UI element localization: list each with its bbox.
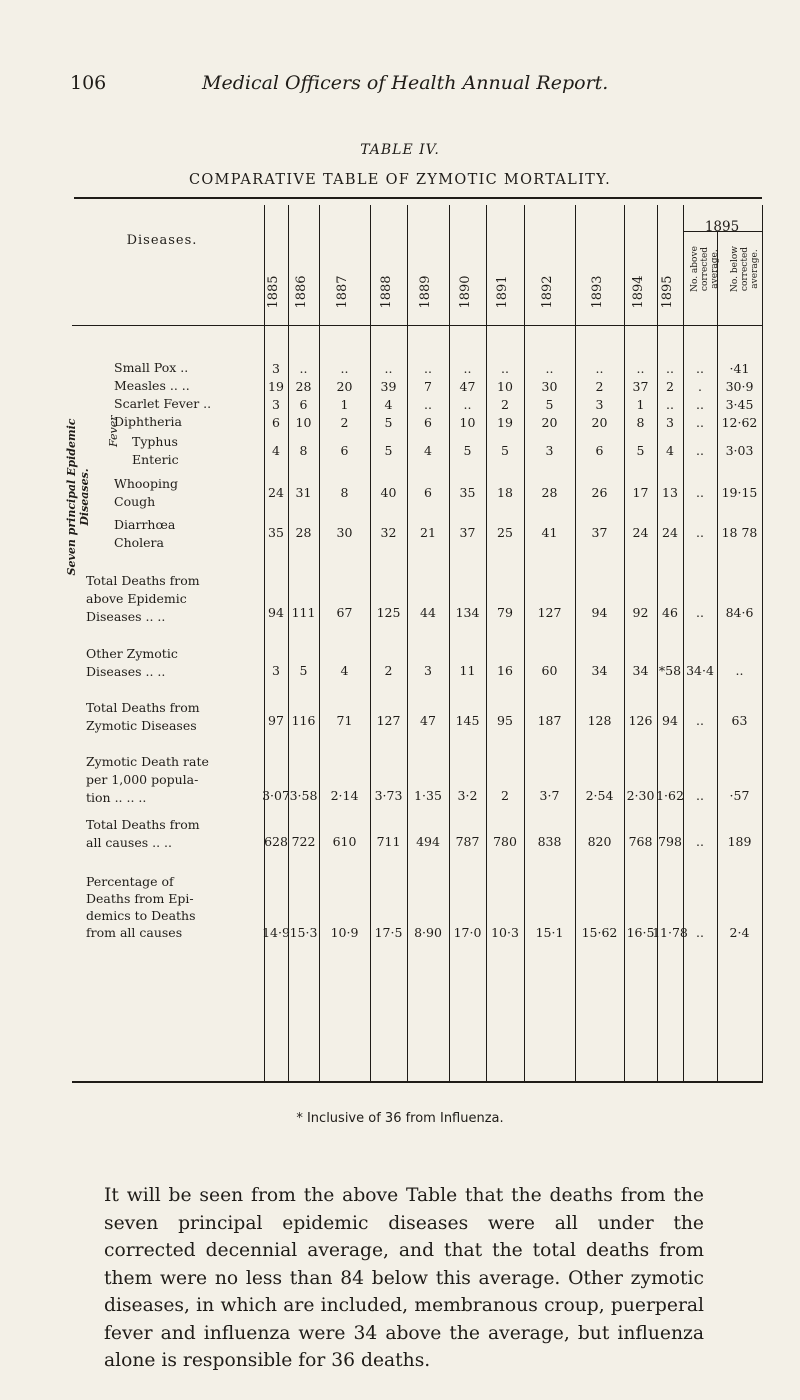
table-cell: 35 — [268, 525, 284, 540]
table-top-rule — [74, 197, 762, 199]
side-label: Seven principal Epidemic Diseases. — [65, 418, 91, 576]
table-cell: .. — [696, 925, 704, 940]
column-rule — [575, 205, 576, 1083]
table-cell: 2 — [666, 379, 674, 394]
table-cell: 2 — [384, 663, 393, 678]
row-label: Zymotic Death rate per 1,000 popula- tion .. .. .. — [86, 754, 209, 805]
column-rule — [288, 205, 289, 1083]
year-header-1888: 1888 — [378, 275, 394, 309]
table-cell: 125 — [376, 605, 401, 620]
table-cell: 60 — [541, 663, 558, 678]
table-cell: 30·9 — [725, 379, 754, 394]
column-rule — [486, 205, 487, 1083]
table-cell: 10 — [295, 415, 312, 430]
mortality-table — [65, 197, 762, 1083]
table-cell: 92 — [632, 605, 649, 620]
table-cell: 1 — [636, 397, 645, 412]
table-cell: .. — [340, 361, 349, 376]
table-cell: .. — [595, 361, 604, 376]
table-cell: 19 — [497, 415, 513, 430]
table-cell: 3·2 — [457, 788, 478, 803]
row-label: Small Pox .. — [114, 360, 189, 375]
table-cell: 37 — [459, 525, 476, 540]
table-cell: 30 — [541, 379, 558, 394]
table-cell: 95 — [497, 713, 513, 728]
table-cell: 128 — [587, 713, 612, 728]
column-rule — [657, 205, 658, 1083]
table-cell: 5 — [299, 663, 308, 678]
table-caption: TABLE IV. — [360, 142, 440, 158]
table-cell: 610 — [332, 834, 357, 849]
table-cell: 3 — [595, 397, 604, 412]
table-cell: 11 — [459, 663, 476, 678]
table-cell: 127 — [376, 713, 401, 728]
table-cell: 41 — [541, 525, 558, 540]
table-cell: 28 — [541, 485, 558, 500]
table-cell: .. — [696, 397, 704, 412]
table-cell: 3·58 — [289, 788, 318, 803]
table-cell: .. — [545, 361, 554, 376]
row-label: Percentage of Deaths from Epi- demics to Deaths from all causes — [86, 874, 196, 940]
year-header-1887: 1887 — [334, 275, 350, 309]
table-cell: 798 — [658, 834, 682, 849]
table-cell: 5 — [384, 415, 393, 430]
table-cell: .. — [463, 361, 472, 376]
table-cell: 16 — [497, 663, 513, 678]
table-cell: ·57 — [729, 788, 750, 803]
table-cell: 79 — [497, 605, 513, 620]
column-rule — [717, 231, 718, 1083]
fever-label: Fever — [107, 415, 120, 447]
table-cell: 2 — [340, 415, 349, 430]
table-cell: 10·9 — [330, 925, 359, 940]
commentary-text: It will be seen from the above Table that the deaths from the seven principal epidemic diseases were all under the corrected decennial average, and that the total deaths from them were no less than 84 below this average. Other zymotic diseases, in which are included, membranous croup, puerperal fever and influenza were 34 above the average, but influenza alone is responsible for 36 deaths. — [104, 1185, 704, 1371]
table-cell: 6 — [595, 443, 604, 458]
table-cell: 6 — [424, 485, 432, 500]
table-cell: 4 — [666, 443, 674, 458]
table-cell: 8·90 — [414, 925, 442, 940]
table-cell: 4 — [340, 663, 349, 678]
table-cell: 7 — [424, 379, 432, 394]
table-cell: 768 — [628, 834, 653, 849]
table-cell: 3·73 — [374, 788, 403, 803]
year-header-1895: 1895 — [660, 275, 675, 309]
table-cell: 12·62 — [721, 415, 758, 430]
table-cell: 134 — [455, 605, 480, 620]
table-cell: 94 — [268, 605, 284, 620]
table-cell: .. — [696, 415, 704, 430]
row-label: Total Deaths from above Epidemic Diseases .. .. — [86, 573, 200, 624]
table-cell: .. — [299, 361, 308, 376]
table-cell: 4 — [424, 443, 432, 458]
table-cell: 34 — [591, 663, 608, 678]
table-cell: 2·30 — [626, 788, 655, 803]
table-cell: 8 — [340, 485, 349, 500]
table-cell: 37 — [632, 379, 649, 394]
table-cell: 97 — [268, 713, 284, 728]
row-label: Whooping Cough — [114, 476, 179, 509]
table-cell: 34·4 — [686, 663, 714, 678]
table-cell: 10 — [459, 415, 476, 430]
sub-header-above: No. above corrected average. — [690, 246, 720, 292]
column-rule — [683, 205, 684, 1083]
table-cell: 3 — [666, 415, 674, 430]
table-cell: 5 — [501, 443, 509, 458]
commentary-paragraph — [104, 1182, 704, 1375]
page-number: 106 — [70, 72, 107, 94]
table-cell: .. — [636, 361, 645, 376]
table-cell: 34 — [632, 663, 649, 678]
table-cell: .. — [696, 443, 704, 458]
table-cell: 84·6 — [725, 605, 754, 620]
year-header-1890: 1890 — [457, 275, 473, 309]
table-cell: 3 — [424, 663, 432, 678]
table-cell: .. — [424, 361, 432, 376]
table-cell: 3 — [272, 361, 280, 376]
row-label: Diarrhœa Cholera — [114, 517, 176, 550]
table-cell: 6 — [424, 415, 432, 430]
group-1895-header: 1895 — [704, 219, 740, 235]
table-cell: 71 — [336, 713, 353, 728]
table-cell: .. — [696, 713, 704, 728]
row-label: Diphtheria — [114, 414, 182, 429]
table-cell: 2·4 — [729, 925, 750, 940]
row-label: Scarlet Fever .. — [114, 396, 212, 411]
table-cell: 94 — [591, 605, 608, 620]
table-cell: *58 — [658, 663, 682, 678]
year-header-1892: 1892 — [539, 275, 555, 309]
running-title: Medical Officers of Health Annual Report. — [202, 72, 609, 94]
table-cell: 111 — [291, 605, 316, 620]
column-rule — [449, 205, 450, 1083]
header-rule — [683, 231, 762, 232]
row-label: Measles .. .. — [114, 378, 190, 393]
table-cell: 127 — [537, 605, 562, 620]
table-cell: 18 78 — [721, 525, 758, 540]
table-cell: 145 — [455, 713, 480, 728]
table-cell: . — [698, 379, 702, 394]
table-cell: 3·03 — [725, 443, 754, 458]
table-cell: 2 — [501, 788, 509, 803]
table-cell: 1 — [340, 397, 349, 412]
table-cell: 6 — [272, 415, 280, 430]
table-cell: 15·1 — [535, 925, 564, 940]
table-cell: 63 — [731, 713, 748, 728]
table-cell: 47 — [459, 379, 476, 394]
table-cell: .. — [424, 397, 432, 412]
column-rule — [624, 205, 625, 1083]
table-cell: 780 — [493, 834, 517, 849]
table-cell: 8 — [299, 443, 308, 458]
table-cell: 21 — [420, 525, 436, 540]
table-cell: 1·35 — [414, 788, 442, 803]
table-cell: 40 — [380, 485, 397, 500]
table-cell: 5 — [636, 443, 645, 458]
table-cell: 67 — [336, 605, 353, 620]
table-cell: 3·7 — [539, 788, 560, 803]
table-cell: 820 — [587, 834, 612, 849]
table-cell: 3·07 — [262, 788, 290, 803]
table-cell: 94 — [662, 713, 678, 728]
table-cell: 4 — [384, 397, 393, 412]
table-cell: .. — [696, 834, 704, 849]
table-cell: 6 — [299, 397, 308, 412]
table-cell: 39 — [380, 379, 397, 394]
table-cell: 28 — [295, 525, 312, 540]
table-cell: .. — [696, 485, 704, 500]
table-cell: 35 — [459, 485, 476, 500]
table-cell: .. — [735, 663, 744, 678]
table-cell: 14·9 — [262, 925, 290, 940]
table-cell: 10 — [497, 379, 513, 394]
table-cell: .. — [696, 361, 704, 376]
table-cell: 1·62 — [656, 788, 684, 803]
table-cell: 26 — [591, 485, 608, 500]
table-cell: 20 — [336, 379, 353, 394]
table-cell: 4 — [272, 443, 280, 458]
sub-header-below: No. below corrected average. — [729, 246, 760, 292]
table-cell: 5 — [463, 443, 472, 458]
table-cell: 187 — [537, 713, 562, 728]
column-rule — [264, 205, 265, 1083]
row-label: Total Deaths from Zymotic Diseases — [86, 700, 200, 733]
table-cell: .. — [696, 605, 704, 620]
row-label: Typhus Enteric — [132, 434, 179, 467]
table-cell: 494 — [416, 834, 440, 849]
table-cell: 16·5 — [626, 925, 655, 940]
table-cell: 189 — [727, 834, 752, 849]
table-cell: 19 — [268, 379, 284, 394]
table-cell: .. — [696, 788, 704, 803]
table-cell: 20 — [541, 415, 558, 430]
column-rule — [370, 205, 371, 1083]
page-header — [70, 72, 750, 102]
table-cell: 2·54 — [585, 788, 614, 803]
table-cell: .. — [501, 361, 509, 376]
row-label: Total Deaths from all causes .. .. — [86, 817, 200, 850]
table-cell: 17·5 — [374, 925, 403, 940]
table-cell: 37 — [591, 525, 608, 540]
table-cell: 15·3 — [289, 925, 318, 940]
table-cell: 47 — [420, 713, 436, 728]
table-cell: 10·3 — [491, 925, 519, 940]
table-cell: 17 — [632, 485, 649, 500]
table-cell: 6 — [340, 443, 349, 458]
row-label: Other Zymotic Diseases .. .. — [86, 646, 178, 679]
column-rule — [407, 205, 408, 1083]
table-cell: 2 — [501, 397, 509, 412]
footnote: * Inclusive of 36 from Influenza. — [296, 1111, 504, 1126]
table-cell: 19·15 — [721, 485, 758, 500]
table-cell: 46 — [662, 605, 678, 620]
table-cell: .. — [666, 361, 674, 376]
table-cell: 116 — [291, 713, 316, 728]
table-cell: .. — [384, 361, 393, 376]
column-rule — [524, 205, 525, 1083]
column-rule — [319, 205, 320, 1083]
table-cell: 8 — [636, 415, 645, 430]
table-cell: 15·62 — [581, 925, 618, 940]
table-cell: 5 — [545, 397, 554, 412]
table-cell: 28 — [295, 379, 312, 394]
table-cell: 3 — [272, 663, 280, 678]
table-cell: .. — [463, 397, 472, 412]
year-header-1889: 1889 — [418, 275, 433, 309]
table-title: COMPARATIVE TABLE OF ZYMOTIC MORTALITY. — [188, 172, 612, 188]
table-cell: 2 — [595, 379, 604, 394]
table-cell: 722 — [291, 834, 316, 849]
table-cell: 628 — [264, 834, 288, 849]
table-cell: .. — [666, 397, 674, 412]
table-cell: 32 — [380, 525, 397, 540]
table-cell: 24 — [632, 525, 649, 540]
year-header-1894: 1894 — [630, 275, 646, 309]
year-header-1885: 1885 — [266, 275, 281, 309]
year-header-1893: 1893 — [589, 275, 605, 309]
table-bottom-rule — [72, 1081, 762, 1083]
year-header-1891: 1891 — [495, 275, 510, 309]
table-cell: 31 — [295, 485, 312, 500]
table-cell: .. — [696, 525, 704, 540]
table-cell: 126 — [628, 713, 653, 728]
table-cell: 20 — [591, 415, 608, 430]
header-rule — [72, 325, 762, 326]
table-cell: 44 — [420, 605, 436, 620]
table-cell: 25 — [497, 525, 513, 540]
table-cell: 24 — [662, 525, 678, 540]
table-cell: ·41 — [729, 361, 750, 376]
column-rule — [762, 205, 763, 1083]
table-cell: 30 — [336, 525, 353, 540]
table-cell: 5 — [384, 443, 393, 458]
table-cell: 11·78 — [652, 925, 688, 940]
year-header-1886: 1886 — [293, 275, 309, 309]
table-cell: 2·14 — [330, 788, 359, 803]
table-cell: 3·45 — [725, 397, 754, 412]
table-cell: 13 — [662, 485, 678, 500]
table-cell: 711 — [376, 834, 401, 849]
diseases-header: Diseases. — [126, 233, 198, 248]
table-cell: 3 — [545, 443, 554, 458]
table-cell: 838 — [537, 834, 562, 849]
table-cell: 24 — [268, 485, 284, 500]
table-cell: 18 — [497, 485, 513, 500]
table-cell: 3 — [272, 397, 280, 412]
table-cell: 17·0 — [453, 925, 482, 940]
table-cell: 787 — [455, 834, 480, 849]
